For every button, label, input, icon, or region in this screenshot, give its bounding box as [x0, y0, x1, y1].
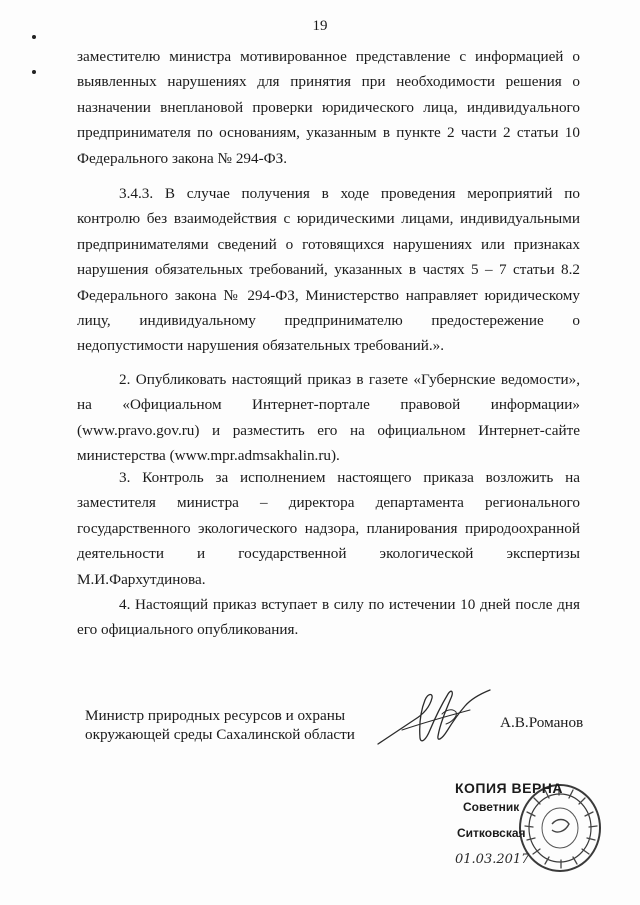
paragraph-publication — [77, 367, 580, 469]
paragraph-text: заместителю министра мотивированное представление с информацией о выявленных нарушениях для принятия при необходимости решения о назначении внеплановой проверки юридического лица, индивидуального предпринимателя по основаниям, указанным в пункте 2 части 2 статьи 10 Федерального закона № 294-ФЗ. — [77, 48, 580, 167]
paragraph-continuation — [77, 44, 580, 171]
scan-mark — [32, 35, 36, 39]
paragraph-control — [77, 465, 580, 592]
stamp-position: Советник — [463, 800, 520, 814]
page-number: 19 — [312, 18, 328, 34]
stamp-date: 01.03.2017 — [455, 852, 530, 867]
certification-stamp — [455, 778, 605, 878]
paragraph-effective-date — [77, 592, 580, 643]
paragraph-text: 3. Контроль за исполнением настоящего приказа возложить на заместителя министра – директора департамента регионального государственного экологического надзора, планирования природоохранной деятельности и государственной экологической экспертизы М.И.Фархутдинова. — [77, 469, 580, 588]
stamp-copy-label: КОПИЯ ВЕРНА — [455, 780, 564, 796]
signatory-title-line: Министр природных ресурсов и охраны — [85, 707, 346, 724]
paragraph-3-4-3 — [77, 181, 580, 359]
handwritten-signature — [372, 684, 497, 756]
stamp-person: Ситковская — [457, 826, 526, 840]
paragraph-text: 2. Опубликовать настоящий приказ в газете «Губернские ведомости», на «Официальном Интернет-портале правовой информации» (www.pravo.gov.ru) и разместить его на официальном Интернет-сайте министерства (www.mpr.admsakhalin.ru). — [77, 371, 580, 465]
scan-mark — [32, 70, 36, 74]
paragraph-text: 4. Настоящий приказ вступает в силу по истечении 10 дней после дня его официального опубликования. — [77, 596, 580, 639]
signatory-title-line: окружающей среды Сахалинской области — [85, 726, 355, 743]
signatory-name: А.В.Романов — [500, 714, 584, 731]
paragraph-text: 3.4.3. В случае получения в ходе проведения мероприятий по контролю без взаимодействия с юридическими лицами, индивидуальными предпринимателями сведений о готовящихся нарушениях или признаках нарушения обязательных требований, указанных в частях 5 – 7 статьи 8.2 Федерального закона № 294-ФЗ, Министерство направляет юридическому лицу, индивидуальному предпринимателю предостережение о недопустимости нарушения обязательных требований.». — [77, 185, 580, 355]
signatory-title — [85, 706, 355, 744]
